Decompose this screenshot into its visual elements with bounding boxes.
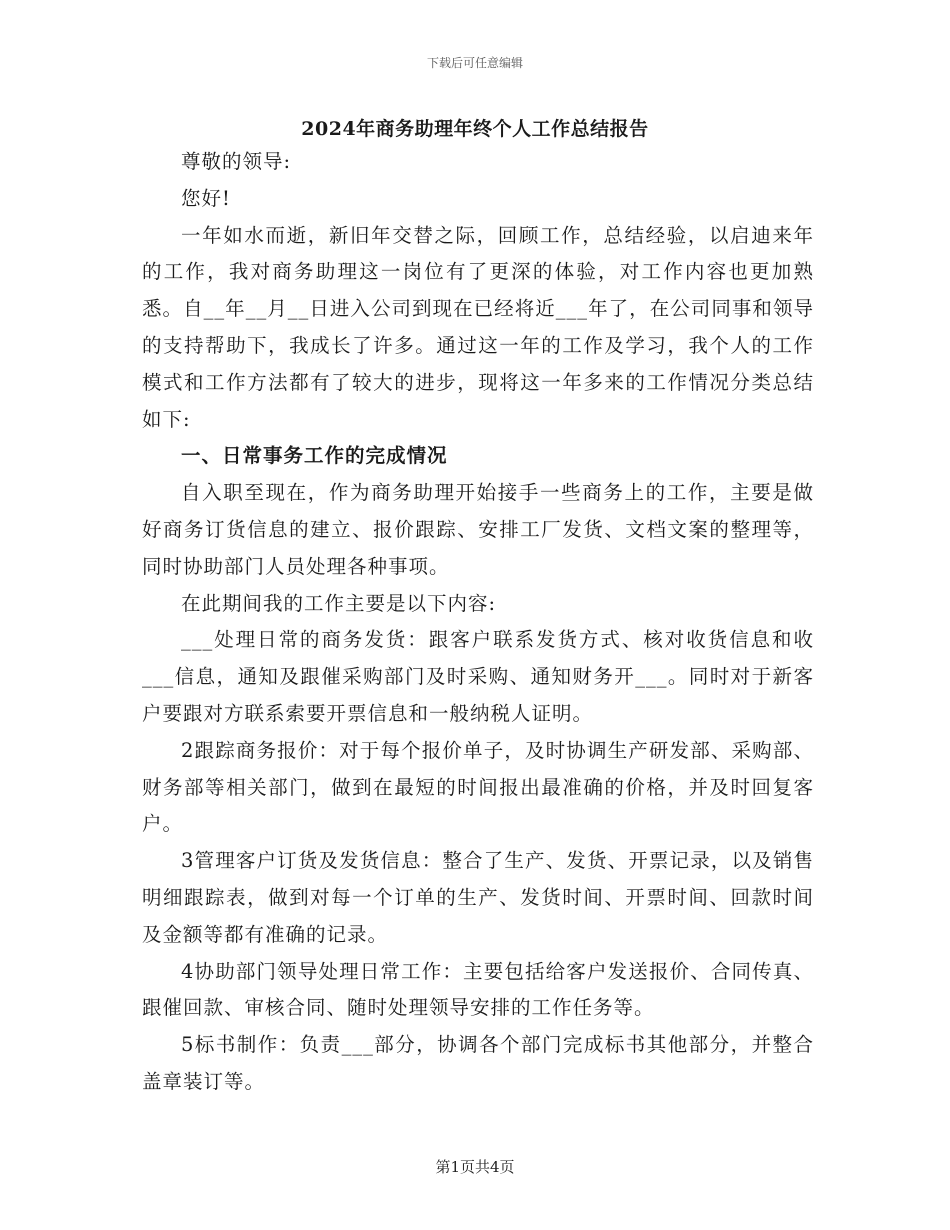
- list-item: ___处理日常的商务发货：跟客户联系发货方式、核对收货信息和收___信息，通知及跟催采购部门及时采购、通知财务开___。同时对于新客户要跟对方联系索要开票信息和一般纳税人证明。: [142, 628, 814, 725]
- salutation: 尊敬的领导:: [181, 150, 292, 173]
- list-item: 2跟踪商务报价：对于每个报价单子，及时协调生产研发部、采购部、财务部等相关部门，做到在最短的时间报出最准确的价格，并及时回复客户。: [142, 738, 814, 836]
- list-item: 3管理客户订货及发货信息：整合了生产、发货、开票记录，以及销售明细跟踪表，做到对每一个订单的生产、发货时间、开票时间、回款时间及金额等都有准确的记录。: [142, 849, 814, 946]
- list-item: 4协助部门领导处理日常工作：主要包括给客户发送报价、合同传真、跟催回款、审核合同、随时处理领导安排的工作任务等。: [142, 959, 814, 1020]
- intro-paragraph: 一年如水而逝，新旧年交替之际，回顾工作，总结经验，以启迪来年的工作，我对商务助理这一岗位有了更深的体验，对工作内容也更加熟悉。自__年__月__日进入公司到现在已经将近___年了，在公司同事和领导的支持帮助下，我成长了许多。通过这一年的工作及学习，我个人的工作模式和工作方法都有了较大的进步，现将这一年多来的工作情况分类总结如下:: [142, 223, 814, 431]
- paragraph: 在此期间我的工作主要是以下内容:: [181, 591, 497, 615]
- page-number: 第1页共4页: [435, 1158, 515, 1176]
- document-body: [142, 144, 814, 1101]
- header-note: 下载后可任意编辑: [426, 56, 523, 70]
- document-title: 2024年商务助理年终个人工作总结报告: [301, 118, 649, 140]
- section-heading: 一、日常事务工作的完成情况: [181, 444, 448, 468]
- list-item: 5标书制作：负责___部分，协调各个部门完成标书其他部分，并整合盖章装订等。: [142, 1033, 814, 1093]
- greeting: 您好!: [181, 186, 231, 210]
- paragraph: 自入职至现在，作为商务助理开始接手一些商务上的工作，主要是做好商务订货信息的建立、报价跟踪、安排工厂发货、文档文案的整理等，同时协助部门人员处理各种事项。: [142, 481, 814, 578]
